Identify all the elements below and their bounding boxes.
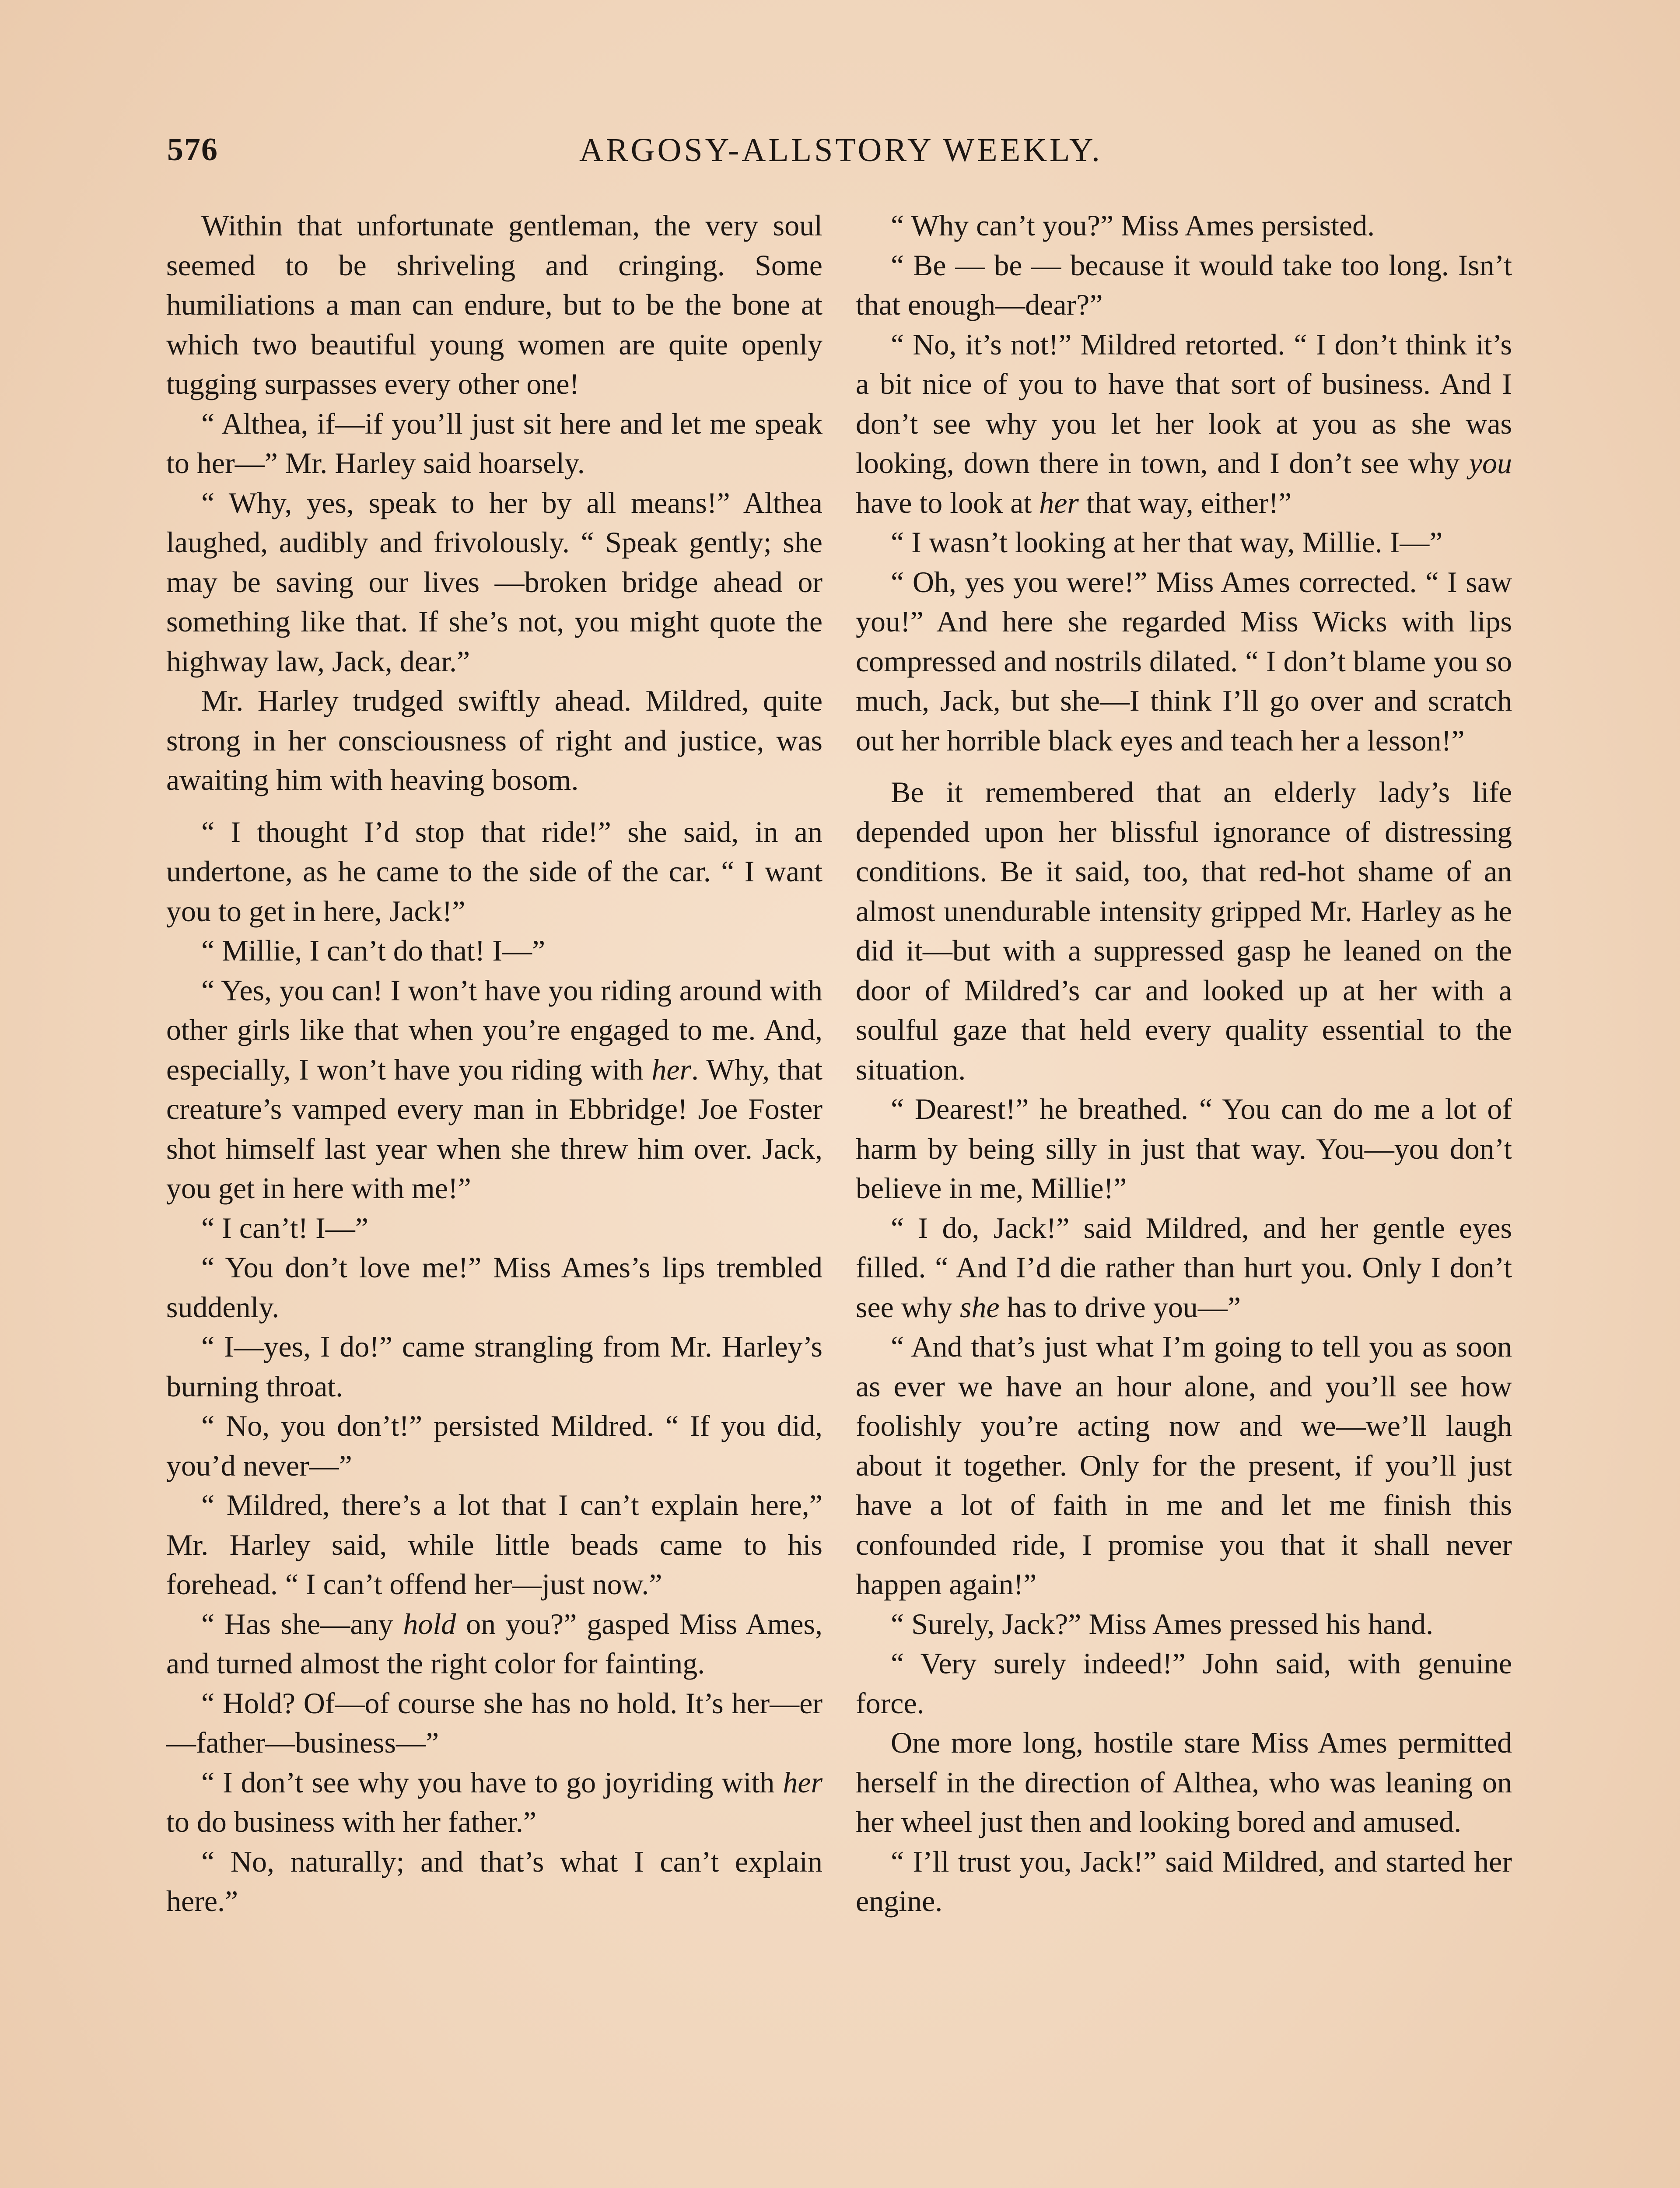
paragraph: “ Very surely indeed!” John said, with genuine force. [856, 1647, 1512, 1720]
paragraph: “ I wasn’t looking at her that way, Millie. I—” [891, 526, 1443, 559]
paragraph: “ No, you don’t!” persisted Mildred. “ If you did, you’d never—” [166, 1409, 822, 1482]
paragraph: “ Mildred, there’s a lot that I can’t explain here,” Mr. Harley said, while little beads came to his forehead. “ I can’t offend her—just now.” [166, 1488, 822, 1601]
paragraph: “ I thought I’d stop that ride!” she said, in an undertone, as he came to the side of the car. “ I want you to get in here, Jack!” [166, 815, 822, 928]
paragraph [166, 1763, 822, 1842]
paragraph: Within that unfortunate gentleman, the very soul seemed to be shriveling and cringing. Some humiliations a man can endure, but to be the bone at which two beautiful young women are quite openly tugging surpasses every other one! [166, 209, 822, 400]
italic-text-run: her [1039, 486, 1079, 519]
paragraph [166, 1604, 822, 1683]
text-run: “ I don’t see why you have to go joyriding with [201, 1765, 783, 1799]
page-header [167, 131, 1515, 184]
paragraph: “ Althea, if—if you’ll just sit here and let me speak to her—” Mr. Harley said hoarsely. [166, 407, 822, 480]
paragraph: “ Why, yes, speak to her by all means!” Althea laughed, audibly and frivolously. “ Speak gently; she may be saving our lives —broken bridge ahead or something like that. If she’s not, you might quote the highway law, Jack, dear.” [166, 486, 822, 678]
paragraph: “ You don’t love me!” Miss Ames’s lips trembled suddenly. [166, 1251, 822, 1324]
italic-text-run: her [783, 1765, 822, 1799]
paragraph [856, 1208, 1512, 1327]
paragraph: “ I—yes, I do!” came strangling from Mr. Harley’s burning throat. [166, 1330, 822, 1403]
text-run: “ No, it’s not!” Mildred retorted. “ I don’t think it’s a bit nice of you to have that sort of business. And I don’t see why you let her look at you as she was looking, down there in town, and I don’t see why [856, 327, 1512, 480]
paragraph: “ Millie, I can’t do that! I—” [201, 934, 546, 967]
italic-text-run: hold [403, 1607, 456, 1641]
paragraph: Be it remembered that an elderly lady’s life depended upon her blissful ignorance of distressing conditions. Be it said, too, that red-hot shame of an almost unendurable intensity gripped Mr. Harley as he did it—but with a suppressed gasp he leaned on the door of Mildred’s car and looked up at her with a soulful gaze that held every quality essential to the situation. [856, 775, 1512, 1086]
paragraph: “ Dearest!” he breathed. “ You can do me a lot of harm by being silly in just that way. You—you don’t believe in me, Millie!” [856, 1092, 1512, 1205]
paragraph: “ Why can’t you?” Miss Ames persisted. [891, 209, 1375, 242]
running-head: ARGOSY-ALLSTORY WEEKLY. [579, 132, 1102, 168]
text-run: “ I do, Jack!” said Mildred, and her gentle eyes filled. “ And I’d die rather than hurt you. Only I don’t see why [856, 1211, 1512, 1324]
paragraph: “ Oh, yes you were!” Miss Ames corrected. “ I saw you!” And here she regarded Miss Wicks with lips compressed and nostrils dilated. “ I don’t blame you so much, Jack, but she—I think I’ll go over and scratch out her horrible black eyes and teach her a lesson!” [856, 565, 1512, 757]
text-run: “ Yes, you can! I won’t have you riding around with other girls like that when you’re engaged to me. And, especially, I won’t have you riding with [166, 973, 822, 1086]
paragraph: “ Be — be — because it would take too long. Isn’t that enough—dear?” [856, 248, 1512, 321]
text-run: has to drive you—” [999, 1290, 1241, 1324]
paragraph [166, 971, 822, 1208]
right-column [856, 206, 1512, 1921]
text-run: to do business with her father.” [166, 1805, 537, 1838]
italic-text-run: she [959, 1290, 1000, 1324]
paragraph: One more long, hostile stare Miss Ames permitted herself in the direction of Althea, who was leaning on her wheel just then and looking bored and amused. [856, 1726, 1512, 1838]
paragraph: “ I’ll trust you, Jack!” said Mildred, and started her engine. [856, 1844, 1512, 1918]
paragraph: “ And that’s just what I’m going to tell you as soon as ever we have an hour alone, and you’ll see how foolishly you’re acting now and we—we’ll laugh about it together. Only for the present, if you’ll just have a lot of faith in me and let me finish this confounded ride, I promise you that it shall never happen again!” [856, 1330, 1512, 1601]
italic-text-run: you [1469, 446, 1512, 480]
italic-text-run: her [651, 1052, 692, 1086]
text-run: “ Has she—any [201, 1607, 403, 1641]
left-column [166, 206, 822, 1921]
paragraph: “ No, naturally; and that’s what I can’t explain here.” [166, 1844, 822, 1918]
paragraph: “ Surely, Jack?” Miss Ames pressed his hand. [891, 1607, 1434, 1641]
paragraph [856, 325, 1512, 523]
text-run: that way, either!” [1078, 486, 1292, 519]
text-run: on you?” gasped Miss Ames, and turned almost the right color for fainting. [166, 1607, 822, 1680]
page-number: 576 [167, 132, 218, 168]
text-run: . Why, that creature’s vamped every man in Ebbridge! Joe Foster shot himself last year when she threw him over. Jack, you get in here with me!” [166, 1052, 822, 1205]
paragraph: Mr. Harley trudged swiftly ahead. Mildred, quite strong in her consciousness of right and justice, was awaiting him with heaving bosom. [166, 684, 822, 796]
paragraph: “ I can’t! I—” [201, 1211, 368, 1245]
text-run: have to look at [856, 486, 1040, 519]
paragraph: “ Hold? Of—of course she has no hold. It’s her—er—father—business—” [166, 1686, 822, 1759]
